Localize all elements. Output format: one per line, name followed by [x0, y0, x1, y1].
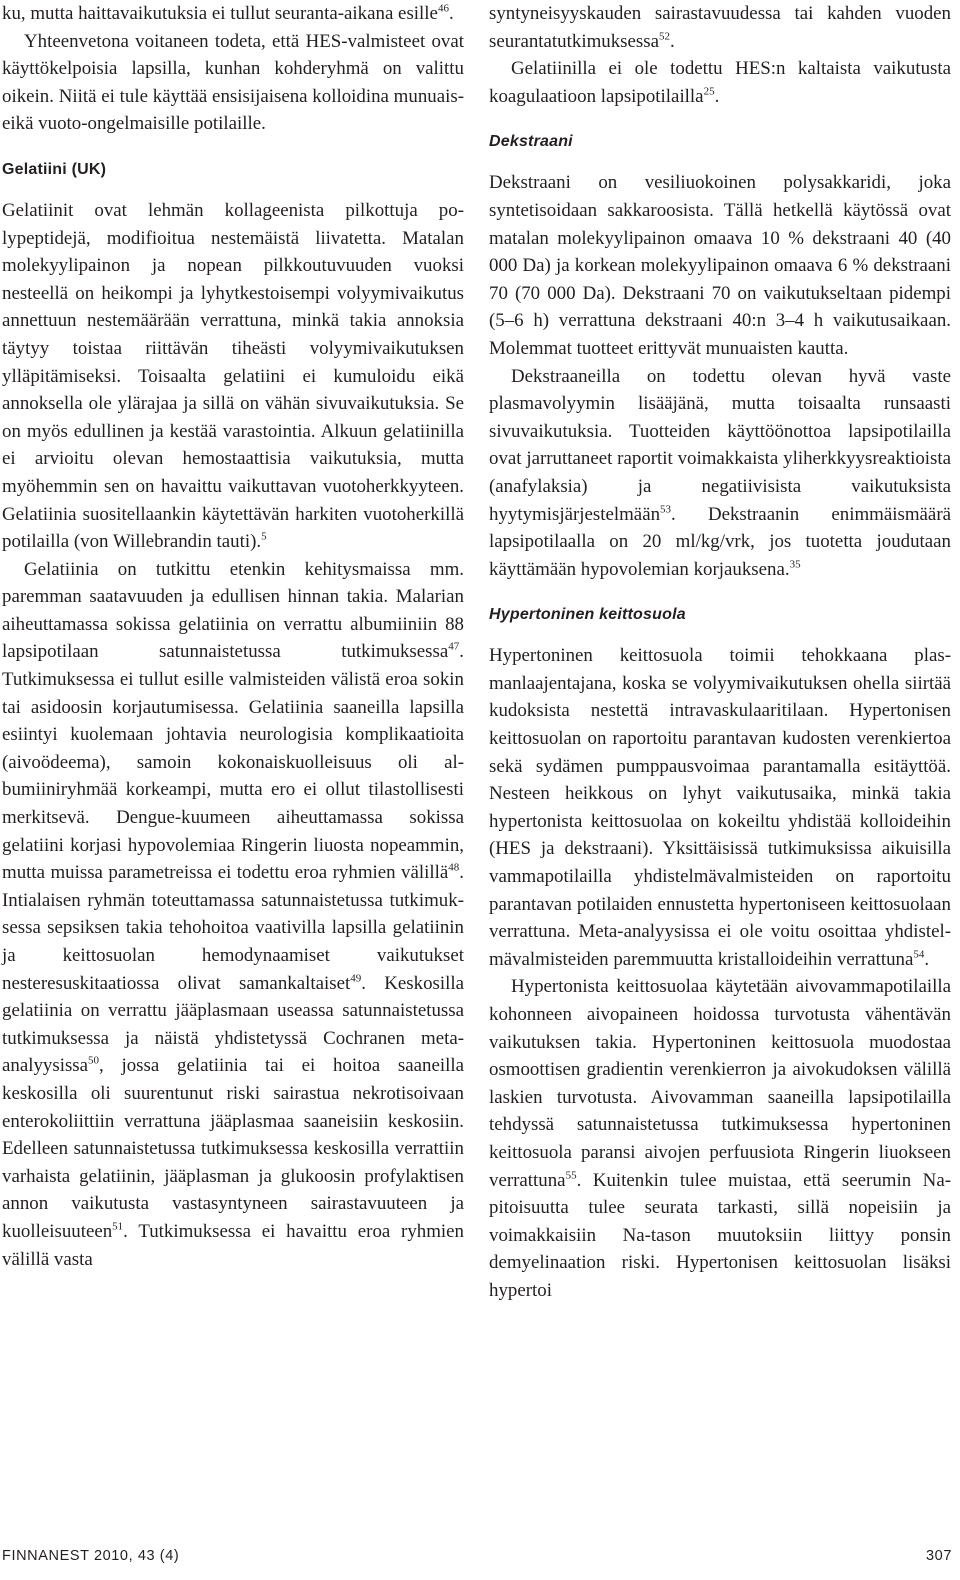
paragraph-text: .	[669, 30, 675, 52]
paragraph-text: Gelatiinia on tutkittu etenkin kehitysmaissa mm. paremman saatavuuden ja edullisen hinnan takia. Malarian aiheuttamassa sokissa gelatiinia on verrattu albumiiniin 88 lapsipotilaan satunnaistetussa tutkimuksessa	[2, 558, 464, 663]
reference-superscript: 50	[88, 1055, 100, 1068]
paragraph-continuation	[489, 0, 951, 55]
paragraph-text: Gelatiinilla ei ole todettu HES:n kaltaista vaikutusta koagulaatioon lapsipotilailla	[489, 58, 951, 107]
page-number: 307	[926, 1548, 952, 1564]
paragraph-dekstraani-intro: Dekstraani on vesiliuokoinen polysakkaridi, joka syntetisoidaan sakkaroosista. Tällä hetkellä käytössä ovat matalan molekyylipainon omaava 10 % dekstraani 40 (40 000 Da) ja korkean molekyylipainon omaava 6 % dekstraani 70 (70 000 Da). Dekstraani 70 on vaikutukseltaan pidempi (5–6 h) verrattuna dekstraani 40:n 3–4 h vaikutusaikaan. Molemmat tuotteet erittyvät munuaisten kautta.	[489, 172, 951, 359]
reference-superscript: 52	[658, 30, 670, 43]
paragraph-hypertoninen-brain-injury	[489, 973, 951, 1304]
reference-superscript: 35	[789, 558, 801, 571]
paragraph-text: syntyneisyyskauden sairastavuudessa tai kahden vuoden seurantatutkimuksessa	[489, 3, 951, 52]
section-heading-gelatiini: Gelatiini (UK)	[2, 160, 107, 178]
paragraph-gelatiini-studies	[2, 556, 464, 1273]
journal-footer: FINNANEST 2010, 43 (4)	[2, 1548, 180, 1564]
paragraph-text: .	[924, 948, 930, 970]
reference-superscript: 53	[660, 503, 672, 516]
paragraph-text: . Dekstraanin enimmäismäärä lapsipotilaalla on 20 ml/​kg/vrk, jos tuotetta joudutaan käyttämään hypovolemian korjauksena.	[489, 503, 951, 580]
paragraph-hypertoninen-intro	[489, 642, 951, 973]
paragraph-text: Hypertonista keittosuolaa käytetään aivovammapotilailla kohonneen aivopaineen hoidossa turvotusta vähentävän vaikutuksen takia. Hypertoninen keittosuola muodostaa osmoottisen gradientin verenkierron ja aivokudoksen välillä laskien turvotusta. Aivovamman saaneilla lapsipotilailla tehdyssä satunnaistetussa tutkimuksessa hypertoninen keittosuola paransi aivojen perfuusiota Ringerin liuokseen verrattuna	[489, 976, 951, 1191]
section-heading-hypertoninen-keittosuola: Hypertoninen keittosuola	[489, 606, 686, 624]
reference-superscript: 46	[437, 2, 449, 15]
left-column	[2, 0, 464, 1273]
paragraph-text: Gelatiinit ovat lehmän kollageenista pilkottuja polypeptidejä, modifioitua nestemäistä liivatetta. Matalan molekyylipainon ja nopean pilkkoutuvuuden vuoksi nesteellä on heikompi ja lyhytkestoisempi volyymivaikutus annettuun nestemäärään verrattuna, minkä takia annoksia täytyy toistaa riittävän tiheästi volyymivaikutuksen ylläpitämiseksi. Toisaalta gelatiini ei kumuloidu eikä annoksella ole ylärajaa ja sillä on vähän sivuvaikutuksia. Se on myös edullinen ja kestää varastointia. Alkuun gelatiinilla ei arvioitu olevan hemostaattisia vaikutuksia, mutta myöhemmin sen on havaittu vaikuttavan vuotoherkkyyteen. Gelatiinia suositellaankin käytettävän harkiten vuotoherkillä potilailla (von Willebrandin tauti).	[2, 199, 464, 553]
reference-superscript: 47	[448, 641, 460, 654]
paragraph-gelatiini-intro	[2, 197, 464, 556]
paragraph-text: , jossa gelatiinia tai ei hoitoa saaneilla keskosilla oli suurentunut riski sairastua nekrotisoivaan enterokoliittiin verrattuna jääplasmaa saaneisiin keskosiin. Edelleen satunnaistetussa tutkimuksessa keskosilla verrattiin varhaista gelatiinin, jääplasman ja glukoosin profylaktisen annon vaikutusta vastasyntyneen sairastavuuteen ja kuolleisuuteen	[2, 1055, 464, 1242]
paragraph-text: . Keskosilla gelatiinia on verrattu jääplasmaan useassa satunnaistetussa tutkimuksessa ja näistä yhdistetyssä Cochranen meta-analyysissa	[2, 972, 464, 1077]
paragraph-text: .	[448, 3, 454, 24]
paragraph-text: . Kuitenkin tulee muistaa, että seerumin Na-pitoisuutta tulee seurata tarkasti, sillä nopeisiin ja voimakkaisiin Na-tason muutoksiin liittyy ponsin demyelinaation riski. Hypertonisen keittosuolan lisäksi hypertoi	[489, 1169, 951, 1301]
reference-superscript: 5	[261, 530, 267, 543]
reference-superscript: 49	[350, 972, 362, 985]
paragraph-text: . Tutkimuksessa ei havaittu eroa ryhmien välillä vasta	[2, 1220, 464, 1270]
paragraph-text: .	[714, 85, 720, 107]
paragraph-continuation	[2, 0, 464, 28]
reference-superscript: 51	[112, 1220, 124, 1233]
reference-superscript: 55	[565, 1169, 577, 1182]
paragraph-text: Dekstraaneilla on todettu olevan hyvä vaste plasmavolyymin lisääjänä, mutta toisaalta runsaasti sivuvaikutuksia. Tuotteiden käyttöönottoa lapsipotilailla ovat jarruttaneet raportit voimakkaista yliherkkyysreaktioista (anafylaksia) ja negatiivisista vaikutuksista hyytymisjärjestelmään	[489, 365, 951, 525]
reference-superscript: 54	[913, 948, 925, 961]
reference-superscript: 48	[448, 861, 460, 874]
paragraph-text: . Tutkimuksessa ei tullut esille valmisteiden välistä eroa sokin tai asidoosin korjautumisessa. Gelatiinia saaneilla lapsilla esiintyi kuolemaan johtavia neurologisia komplikaatioita (aivoödeema), samoin kokonaiskuolleisuus oli albumiiniryhmää korkeampi, mutta ero ei ollut tilastollisesti merkitsevä. Dengue-kuumeen aiheuttamassa sokissa gelatiini korjasi hypovolemiaa Ringerin liuosta nopeammin, mutta muissa parametreissa ei todettu eroa ryhmien välillä	[2, 641, 464, 884]
paragraph-gelatiini-coagulation	[489, 55, 951, 110]
paragraph-text: Hypertoninen keittosuola toimii tehokkaana plasmanlaajentajana, koska se volyymivaikutuksen ohella siirtää kudoksista nestettä intravaskulaaritilaan. Hypertonisen keittosuolan on raportoitu parantavan kudosten verenkiertoa sekä sydämen pumppausvoimaa parantamalla esitäyttöä. Nesteen heikkous on lyhyt vaikutusaika, minkä takia hypertonista keittosuolaa on kokeiltu yhdistää kolloideihin (HES ja dekstraani). Yksittäisissä tutkimuksissa aikuisilla vammapotilailla yhdistelmävalmisteiden on raportoitu parantavan potilaiden ennustetta hypertoniseen keittosuolaan verrattuna. Meta-analyysissa ei ole voitu osoittaa yhdistelmävalmisteiden paremmuutta kristalloideihin verrattuna	[489, 645, 951, 970]
paragraph-text: . Intialaisen ryhmän toteuttamassa satunnaistetussa tutkimuksessa sepsiksen takia tehohoitoa vaativilla lapsilla gelatiinin ja keittosuolan hemodynaamiset vaikutukset nesteresuskitaatiossa olivat samankaltaiset	[2, 862, 464, 994]
paragraph-summary: Yhteenvetona voitaneen todeta, että HES-valmisteet ovat käyttökelpoisia lapsilla, kunhan kohderyhmä on valittu oikein. Niitä ei tule käyttää ensisijaisena kolloidina munuais- eikä vuoto-ongelmaisille potilaille.	[2, 30, 464, 135]
right-column	[489, 0, 951, 1305]
section-heading-dekstraani: Dekstraani	[489, 133, 573, 151]
paragraph-text: ku, mutta haittavaikutuksia ei tullut seuranta-aikana esille	[2, 3, 438, 24]
paragraph-dekstraani-effects	[489, 363, 951, 584]
reference-superscript: 25	[703, 85, 715, 98]
